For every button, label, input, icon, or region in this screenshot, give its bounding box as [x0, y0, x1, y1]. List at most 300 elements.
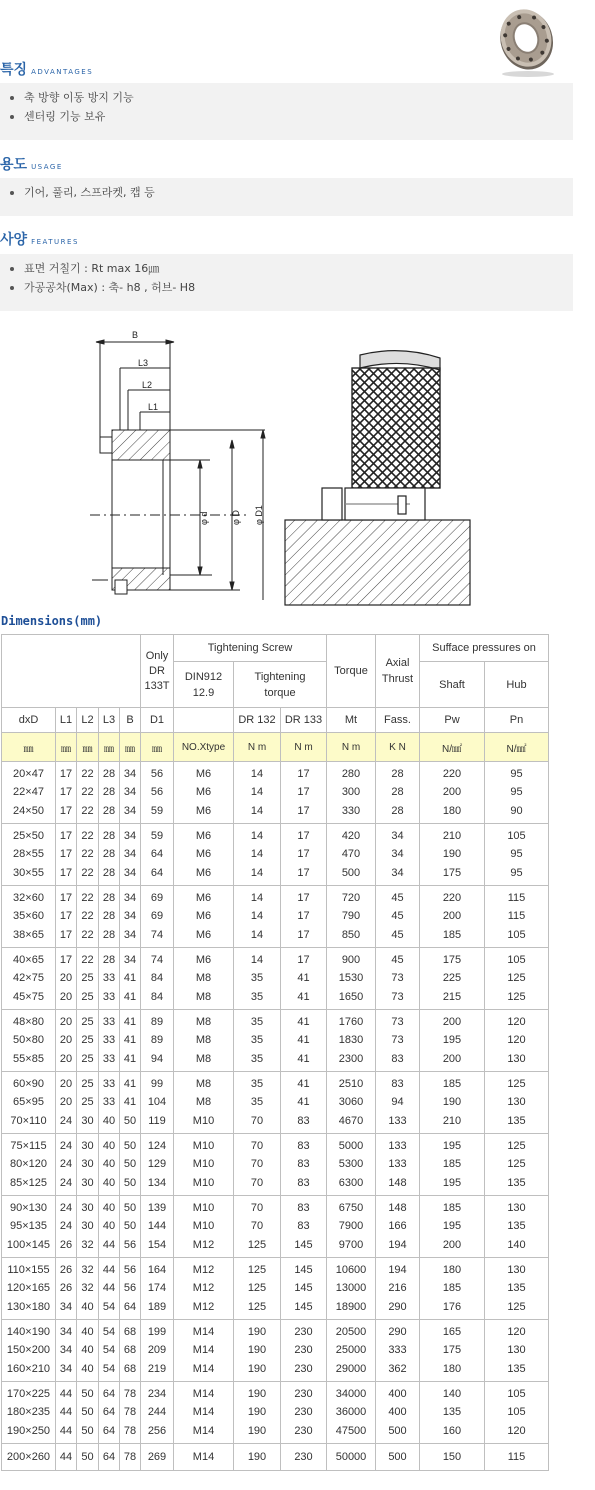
cell-value: 90 [510, 804, 523, 817]
cell-value: 45 [391, 910, 404, 923]
cell-value: 25 [81, 1034, 94, 1047]
cell-value: 54 [102, 1300, 116, 1313]
cell-value: 34 [123, 954, 137, 967]
table-cell [376, 1382, 420, 1444]
cell-value: 41 [297, 972, 310, 985]
cell-value: 68 [123, 1362, 137, 1375]
table-row-group [2, 1072, 549, 1134]
cell-value: 59 [150, 830, 164, 843]
cell-value: 70 [250, 1158, 264, 1171]
table-cell [281, 1320, 327, 1382]
table-cell [174, 762, 234, 824]
table-cell [420, 824, 485, 886]
column-names-row [2, 708, 549, 733]
cell-value: 70 [250, 1114, 264, 1127]
table-cell [234, 1320, 281, 1382]
unit-cell: NO.Xtype [174, 733, 234, 762]
cell-value: 180 [442, 1264, 462, 1277]
cell-value: 20 [59, 972, 73, 985]
cell-value: 148 [388, 1176, 407, 1189]
cell-value: 175 [442, 954, 462, 967]
table-cell [2, 762, 56, 824]
cell-value: 190 [442, 1096, 462, 1109]
table-cell [56, 1010, 77, 1072]
unit-cell: ㎜ [99, 733, 120, 762]
cell-value: 36000 [335, 1406, 367, 1419]
cell-value: 175 [442, 866, 462, 879]
cell-value: M6 [195, 848, 212, 861]
cell-value: 73 [391, 1016, 404, 1029]
cell-value: 144 [147, 1220, 167, 1233]
table-cell [141, 824, 174, 886]
cell-value: 25 [81, 1052, 94, 1065]
table-cell [234, 886, 281, 948]
unit-cell: N m [327, 733, 376, 762]
table-cell [56, 1258, 77, 1320]
cell-value: 44 [59, 1424, 73, 1437]
cell-value: 175 [442, 1344, 462, 1357]
cell-value: 17 [297, 910, 310, 923]
cell-value: 70 [250, 1140, 264, 1153]
cell-value: 34 [123, 830, 137, 843]
cell-value: 89 [150, 1034, 164, 1047]
cell-value: 78 [123, 1406, 137, 1419]
cell-value: M10 [192, 1140, 215, 1153]
table-cell [234, 1134, 281, 1196]
usage-box [0, 178, 573, 216]
usage-heading [0, 154, 63, 174]
cell-value: 124 [147, 1140, 167, 1153]
bullet-icon [10, 115, 14, 119]
cell-value: 190 [247, 1406, 267, 1419]
cell-value: 234 [147, 1388, 167, 1401]
cell-value: 28 [391, 786, 404, 799]
cell-value: 78 [123, 1424, 137, 1437]
product-photo [490, 0, 562, 78]
cell-value: 70 [250, 1202, 264, 1215]
cell-value: 200 [442, 1238, 462, 1251]
cell-value: 145 [294, 1282, 313, 1295]
cell-value: M6 [195, 804, 212, 817]
cell-value: 32×60 [13, 892, 44, 905]
cell-value: 50 [123, 1158, 137, 1171]
table-cell [376, 824, 420, 886]
column-header: L3 [99, 708, 120, 733]
cell-value: 26 [59, 1282, 73, 1295]
cell-value: 10600 [335, 1264, 367, 1277]
table-cell [120, 1382, 141, 1444]
cell-value: 190 [247, 1326, 267, 1339]
table-cell [174, 1258, 234, 1320]
cell-value: 28 [102, 954, 116, 967]
cell-value: 17 [297, 768, 310, 781]
cell-value: 115 [507, 1450, 526, 1463]
table-cell [56, 762, 77, 824]
table-cell [56, 824, 77, 886]
cell-value: 22 [81, 954, 94, 967]
table-cell [420, 1196, 485, 1258]
cell-value: 145 [294, 1300, 313, 1313]
cell-value: 24 [59, 1140, 73, 1153]
cell-value: 100×145 [6, 1238, 51, 1251]
cell-value: 130 [507, 1344, 526, 1357]
table-cell [2, 886, 56, 948]
table-cell [485, 1134, 549, 1196]
column-header: Mt [327, 708, 376, 733]
cell-value: 50 [123, 1176, 137, 1189]
cell-value: 64 [102, 1424, 116, 1437]
cell-value: 29000 [335, 1362, 367, 1375]
cell-value: 33 [102, 1016, 116, 1029]
cell-value: 134 [147, 1176, 167, 1189]
cell-value: 34 [123, 892, 137, 905]
cell-value: 330 [341, 804, 361, 817]
cell-value: 17 [297, 892, 310, 905]
cell-value: M6 [195, 892, 212, 905]
cell-value: 45×75 [13, 990, 44, 1003]
table-cell [120, 1444, 141, 1471]
cell-value: M14 [192, 1450, 215, 1463]
label-l1: L1 [148, 402, 159, 412]
cell-value: 130 [507, 1052, 526, 1065]
table-cell [485, 1382, 549, 1444]
cell-value: 14 [250, 910, 264, 923]
unit-cell: ㎜ [141, 733, 174, 762]
cell-value: 54 [102, 1344, 116, 1357]
cell-value: 83 [297, 1140, 310, 1153]
table-cell [485, 762, 549, 824]
cell-value: 99 [150, 1078, 164, 1091]
cell-value: 28 [102, 910, 116, 923]
cell-value: 180 [442, 804, 462, 817]
cell-value: 5000 [338, 1140, 364, 1153]
table-cell [56, 886, 77, 948]
cell-value: 42×75 [13, 972, 44, 985]
cell-value: 34 [391, 848, 404, 861]
cell-value: 13000 [335, 1282, 367, 1295]
cell-value: 50 [81, 1406, 94, 1419]
cell-value: 256 [147, 1424, 167, 1437]
table-cell [327, 948, 376, 1010]
table-cell [420, 1382, 485, 1444]
features-title: 사양 [0, 232, 28, 248]
cell-value: 35 [250, 1096, 264, 1109]
cell-value: 195 [442, 1140, 462, 1153]
cell-value: 189 [147, 1300, 167, 1313]
cell-value: 209 [147, 1344, 167, 1357]
table-cell [141, 1258, 174, 1320]
table-cell [99, 824, 120, 886]
cell-value: 105 [507, 928, 526, 941]
cell-value: 200 [442, 910, 462, 923]
cell-value: 220 [442, 892, 462, 905]
cell-value: 420 [341, 830, 361, 843]
cell-value: 94 [391, 1096, 404, 1109]
table-row-group [2, 1196, 549, 1258]
cell-value: 70 [250, 1176, 264, 1189]
cell-value: 200 [442, 1052, 462, 1065]
table-cell [234, 1258, 281, 1320]
cell-value: 17 [297, 848, 310, 861]
table-cell [120, 762, 141, 824]
table-row-group [2, 762, 549, 824]
cell-value: 190 [247, 1424, 267, 1437]
cell-value: 194 [388, 1264, 407, 1277]
cell-value: 1760 [338, 1016, 364, 1029]
table-cell [56, 1382, 77, 1444]
table-cell [327, 1320, 376, 1382]
cell-value: 47500 [335, 1424, 367, 1437]
cell-value: 33 [102, 1096, 116, 1109]
table-row-group [2, 1382, 549, 1444]
cell-value: 269 [147, 1450, 167, 1463]
table-cell [234, 1382, 281, 1444]
table-cell [281, 1072, 327, 1134]
cell-value: 170×225 [6, 1388, 51, 1401]
unit-cell: N m [234, 733, 281, 762]
cell-value: 119 [148, 1114, 166, 1127]
table-cell [174, 824, 234, 886]
cell-value: 120 [507, 1034, 526, 1047]
table-cell [56, 1320, 77, 1382]
cell-value: M14 [192, 1388, 215, 1401]
cell-value: 25×50 [13, 830, 44, 843]
table-cell [77, 1382, 99, 1444]
cell-value: 35 [250, 990, 264, 1003]
cell-value: 244 [147, 1406, 167, 1419]
cell-value: 41 [123, 1078, 137, 1091]
cell-value: 34 [391, 830, 404, 843]
cell-value: M14 [192, 1424, 215, 1437]
cell-value: 230 [294, 1388, 313, 1401]
cell-value: 50000 [335, 1450, 367, 1463]
cell-value: M12 [192, 1300, 215, 1313]
cell-value: 9700 [338, 1238, 364, 1251]
table-cell [420, 1010, 485, 1072]
cell-value: 105 [507, 954, 526, 967]
cell-value: 500 [388, 1424, 407, 1437]
cell-value: 120 [507, 1424, 526, 1437]
cell-value: 25 [81, 1016, 94, 1029]
cell-value: 50×80 [13, 1034, 44, 1047]
cell-value: 190 [247, 1344, 267, 1357]
table-cell [485, 1320, 549, 1382]
cell-value: 133 [388, 1114, 407, 1127]
table-cell [2, 1444, 56, 1471]
cell-value: 83 [297, 1202, 310, 1215]
cell-value: 176 [442, 1300, 462, 1313]
cell-value: M8 [195, 1078, 212, 1091]
table-cell [420, 886, 485, 948]
cell-value: 130 [507, 1202, 526, 1215]
cell-value: 41 [123, 972, 137, 985]
table-cell [174, 1382, 234, 1444]
table-cell [120, 824, 141, 886]
table-cell [99, 762, 120, 824]
cell-value: 40 [102, 1158, 116, 1171]
cell-value: 110×155 [7, 1264, 50, 1277]
table-cell [327, 824, 376, 886]
cell-value: 74 [150, 954, 164, 967]
cell-value: 83 [391, 1052, 404, 1065]
cell-value: 105 [507, 1388, 526, 1401]
cell-value: 44 [59, 1406, 73, 1419]
cell-value: 25 [81, 972, 94, 985]
cell-value: 69 [150, 892, 164, 905]
table-cell [174, 948, 234, 1010]
unit-cell: N/㎟ [420, 733, 485, 762]
cell-value: 64 [150, 848, 164, 861]
table-cell [56, 948, 77, 1010]
table-cell [281, 1196, 327, 1258]
table-cell [281, 762, 327, 824]
table-cell [327, 1134, 376, 1196]
cell-value: 45 [391, 892, 404, 905]
cell-value: 4670 [338, 1114, 364, 1127]
cell-value: 75×115 [10, 1140, 47, 1153]
cell-value: 140 [507, 1238, 526, 1251]
column-header: dxD [2, 708, 56, 733]
label-d1: φ D1 [254, 505, 264, 525]
cell-value: 41 [297, 1052, 310, 1065]
table-cell [2, 948, 56, 1010]
table-cell [141, 762, 174, 824]
cell-value: 160 [442, 1424, 462, 1437]
cell-value: 73 [391, 990, 404, 1003]
cell-value: M10 [192, 1202, 215, 1215]
table-row-group [2, 948, 549, 1010]
cell-value: 20500 [335, 1326, 367, 1339]
cell-value: 850 [341, 928, 361, 941]
cell-value: 135 [507, 1282, 526, 1295]
cell-value: 22 [81, 910, 94, 923]
table-cell [2, 1258, 56, 1320]
column-header: DR 133 [281, 708, 327, 733]
cell-value: 50 [81, 1424, 94, 1437]
cell-value: 180×235 [6, 1406, 51, 1419]
features-subtitle: FEATURES [31, 238, 79, 246]
table-cell [99, 1382, 120, 1444]
table-cell [281, 1258, 327, 1320]
cell-value: 185 [442, 1202, 462, 1215]
cell-value: 280 [341, 768, 361, 781]
cell-value: 30 [81, 1202, 94, 1215]
cell-value: 24 [59, 1114, 73, 1127]
cell-value: 20 [59, 1034, 73, 1047]
cell-value: M8 [195, 1034, 212, 1047]
cell-value: 104 [147, 1096, 167, 1109]
cell-value: 17 [59, 928, 73, 941]
cell-value: 470 [341, 848, 361, 861]
table-cell [77, 1134, 99, 1196]
cell-value: 333 [388, 1344, 407, 1357]
column-header: Fass. [376, 708, 420, 733]
table-cell [77, 1072, 99, 1134]
cell-value: 125 [507, 1140, 526, 1153]
cell-value: 83 [297, 1220, 310, 1233]
header-hub: Hub [485, 662, 549, 708]
cell-value: 500 [388, 1450, 407, 1463]
cell-value: 94 [150, 1052, 164, 1065]
unit-cell: K N [376, 733, 420, 762]
cell-value: 33 [102, 1052, 116, 1065]
cell-value: 40 [81, 1362, 94, 1375]
cell-value: 115 [507, 892, 526, 905]
cell-value: 135 [507, 1114, 526, 1127]
cell-value: M12 [192, 1282, 215, 1295]
table-cell [56, 1196, 77, 1258]
cell-value: 35 [250, 1052, 264, 1065]
cell-value: 17 [59, 804, 73, 817]
table-cell [99, 886, 120, 948]
cell-value: 30 [81, 1114, 94, 1127]
cell-value: 195 [442, 1176, 462, 1189]
cell-value: 41 [297, 1096, 310, 1109]
table-cell [2, 1382, 56, 1444]
cell-value: 32 [81, 1238, 94, 1251]
table-cell [327, 1010, 376, 1072]
cell-value: 40×65 [13, 954, 44, 967]
cell-value: 24 [59, 1176, 73, 1189]
cell-value: 65×95 [13, 1096, 44, 1109]
cell-value: 400 [388, 1388, 407, 1401]
cell-value: 74 [150, 928, 164, 941]
table-cell [77, 824, 99, 886]
cell-value: 41 [123, 1034, 137, 1047]
cell-value: 139 [147, 1202, 167, 1215]
cell-value: 219 [147, 1362, 167, 1375]
cell-value: 2510 [338, 1078, 364, 1091]
cell-value: 130 [507, 1096, 526, 1109]
cell-value: 83 [297, 1114, 310, 1127]
table-cell [281, 948, 327, 1010]
cell-value: 22 [81, 892, 94, 905]
table-body [2, 762, 549, 1471]
cell-value: 30 [81, 1220, 94, 1233]
header-surface-pressures: Sufface pressures on [420, 635, 549, 662]
cell-value: 125 [507, 1158, 526, 1171]
cell-value: 5300 [338, 1158, 364, 1171]
cell-value: 20 [59, 1096, 73, 1109]
cell-value: 73 [391, 1034, 404, 1047]
cell-value: 20×47 [13, 768, 44, 781]
cell-value: 133 [388, 1140, 407, 1153]
dimensions-title: Dimensions(mm) [1, 614, 103, 628]
table-cell [327, 1258, 376, 1320]
cell-value: 14 [250, 768, 264, 781]
table-cell [376, 1196, 420, 1258]
table-row-group [2, 1134, 549, 1196]
list-item: 표면 거칠기 : Rt max 16㎛ [10, 259, 573, 278]
cell-value: M8 [195, 1016, 212, 1029]
header-axial-thrust: Axial Thrust [376, 635, 420, 708]
cell-value: 50 [123, 1140, 137, 1153]
cell-value: 90×130 [9, 1202, 47, 1215]
cell-value: 7900 [338, 1220, 364, 1233]
cell-value: 41 [297, 990, 310, 1003]
cell-value: 30 [81, 1176, 94, 1189]
table-cell [420, 1258, 485, 1320]
cell-value: 28 [102, 866, 116, 879]
table-cell [77, 1320, 99, 1382]
cell-value: 105 [507, 830, 526, 843]
cell-value: 34 [59, 1300, 73, 1313]
table-cell [376, 1320, 420, 1382]
table-cell [2, 1072, 56, 1134]
cell-value: M6 [195, 928, 212, 941]
table-cell [234, 824, 281, 886]
features-heading [0, 229, 79, 249]
